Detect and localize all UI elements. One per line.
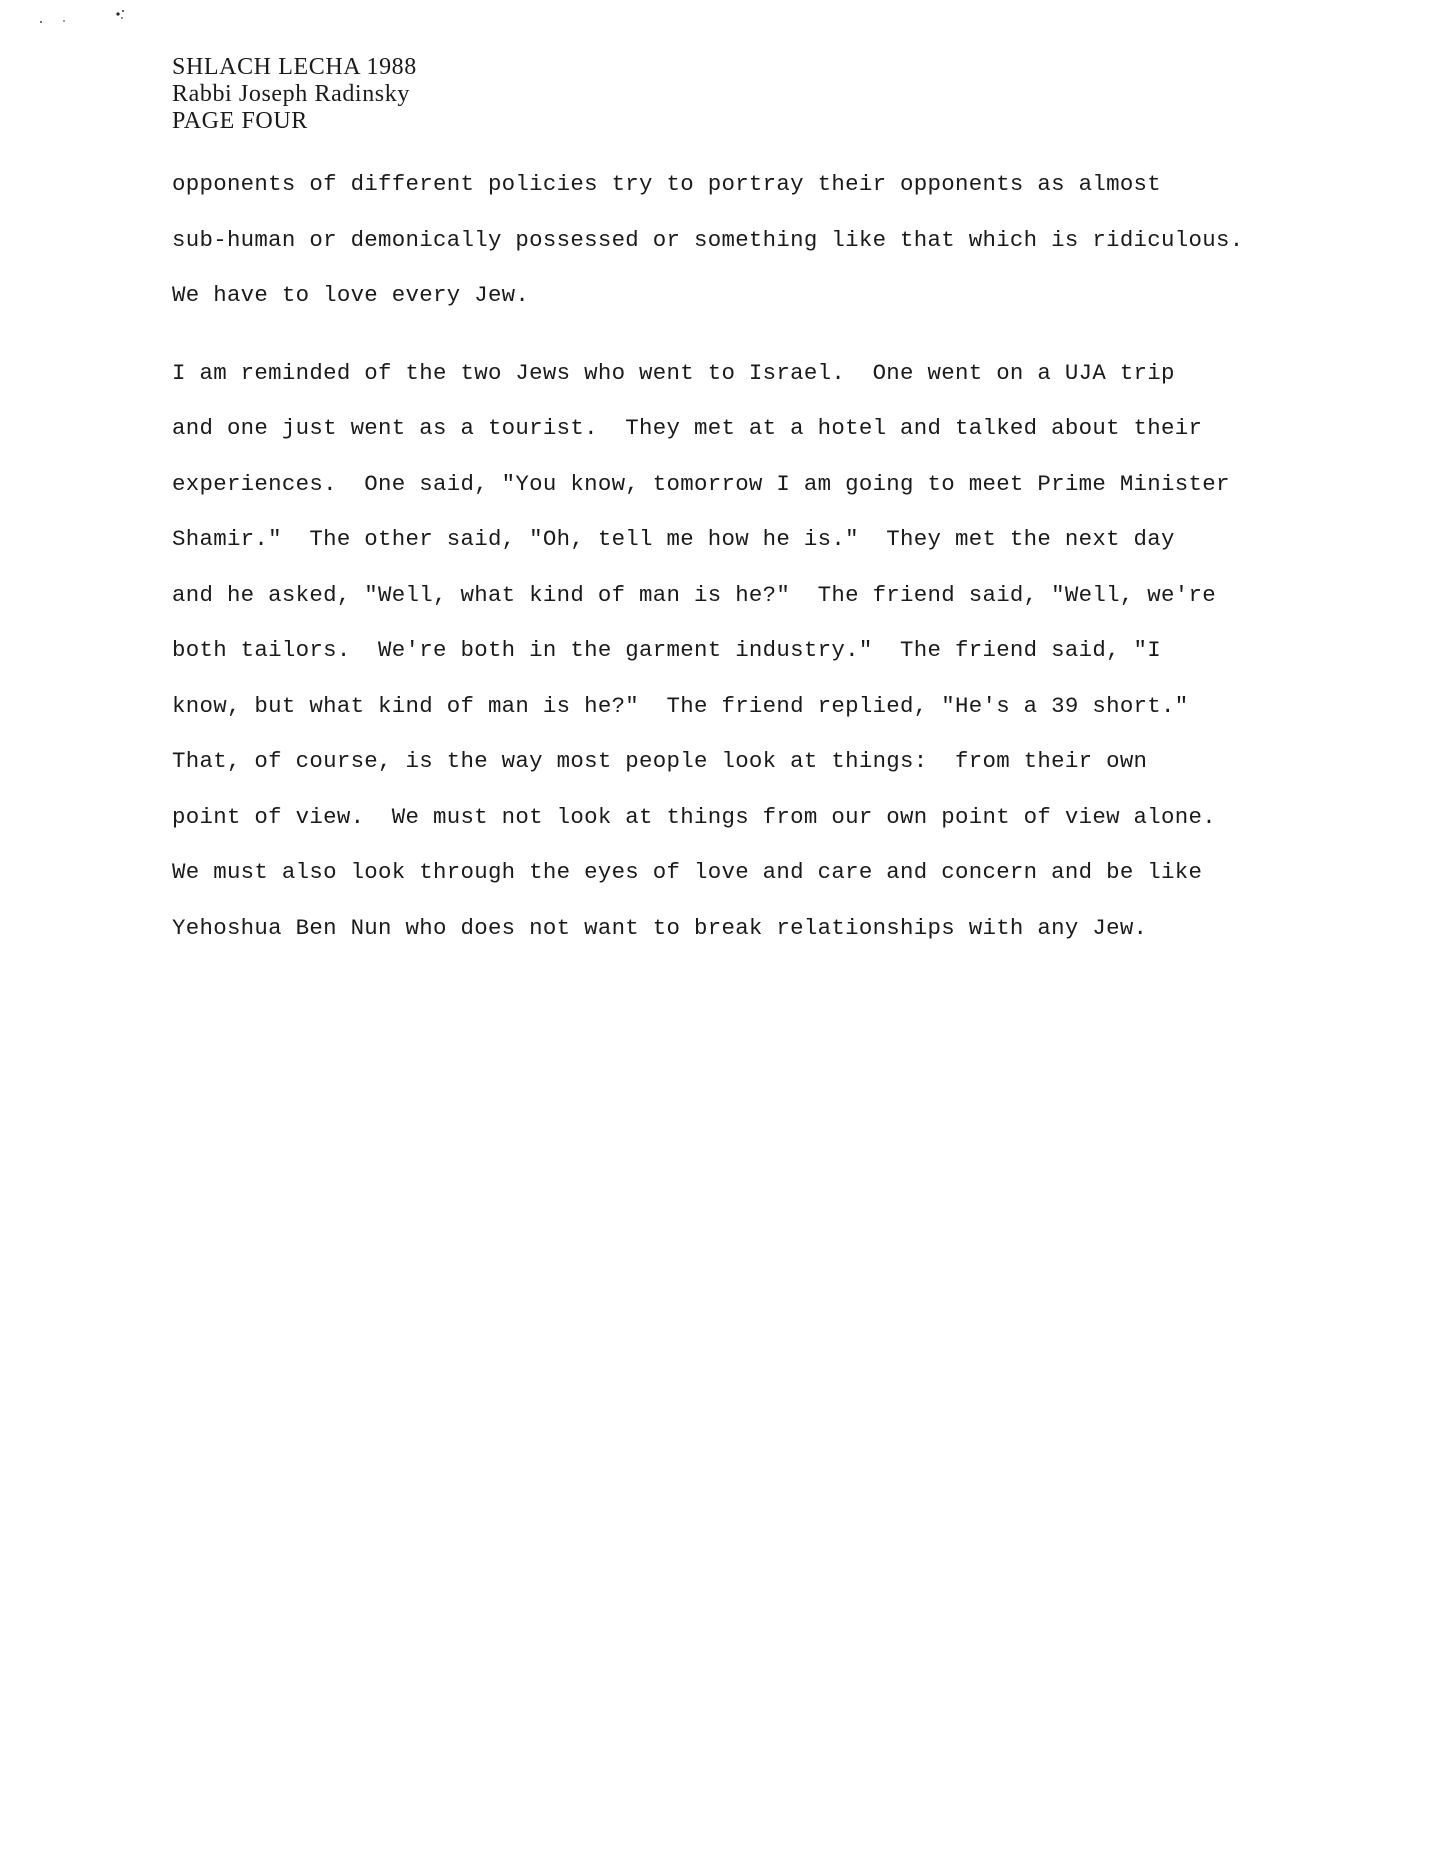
document-title: SHLACH LECHA 1988 bbox=[172, 54, 417, 80]
text-line: experiences. One said, "You know, tomorrow I am going to meet Prime Minister bbox=[172, 470, 1230, 497]
text-line: We have to love every Jew. bbox=[172, 282, 530, 308]
text-line: know, but what kind of man is he?" The friend replied, "He's a 39 short." bbox=[172, 692, 1189, 719]
text-line: point of view. We must not look at things from our own point of view alone. bbox=[172, 803, 1216, 830]
page-label: PAGE FOUR bbox=[172, 108, 308, 134]
text-line: and one just went as a tourist. They met at a hotel and talked about their bbox=[172, 415, 1203, 441]
text-line: sub-human or demonically possessed or something like that which is ridiculous. bbox=[172, 226, 1244, 253]
paragraph-1 bbox=[172, 170, 1282, 337]
text-line: I am reminded of the two Jews who went to Israel. One went on a UJA trip bbox=[172, 359, 1175, 386]
document-author: Rabbi Joseph Radinsky bbox=[172, 81, 410, 107]
document-body bbox=[172, 170, 1282, 969]
text-line: and he asked, "Well, what kind of man is he?" The friend said, "Well, we're bbox=[172, 581, 1216, 608]
paragraph-2 bbox=[172, 359, 1282, 970]
text-line: Yehoshua Ben Nun who does not want to break relationships with any Jew. bbox=[172, 914, 1148, 941]
text-line: opponents of different policies try to portray their opponents as almost bbox=[172, 171, 1162, 197]
text-line: We must also look through the eyes of love and care and concern and be like bbox=[172, 859, 1203, 885]
document-header bbox=[172, 54, 417, 135]
text-line: That, of course, is the way most people look at things: from their own bbox=[172, 748, 1148, 774]
scan-specks bbox=[38, 8, 128, 28]
text-line: both tailors. We're both in the garment industry." The friend said, "I bbox=[172, 637, 1162, 663]
text-line: Shamir." The other said, "Oh, tell me how he is." They met the next day bbox=[172, 526, 1175, 552]
